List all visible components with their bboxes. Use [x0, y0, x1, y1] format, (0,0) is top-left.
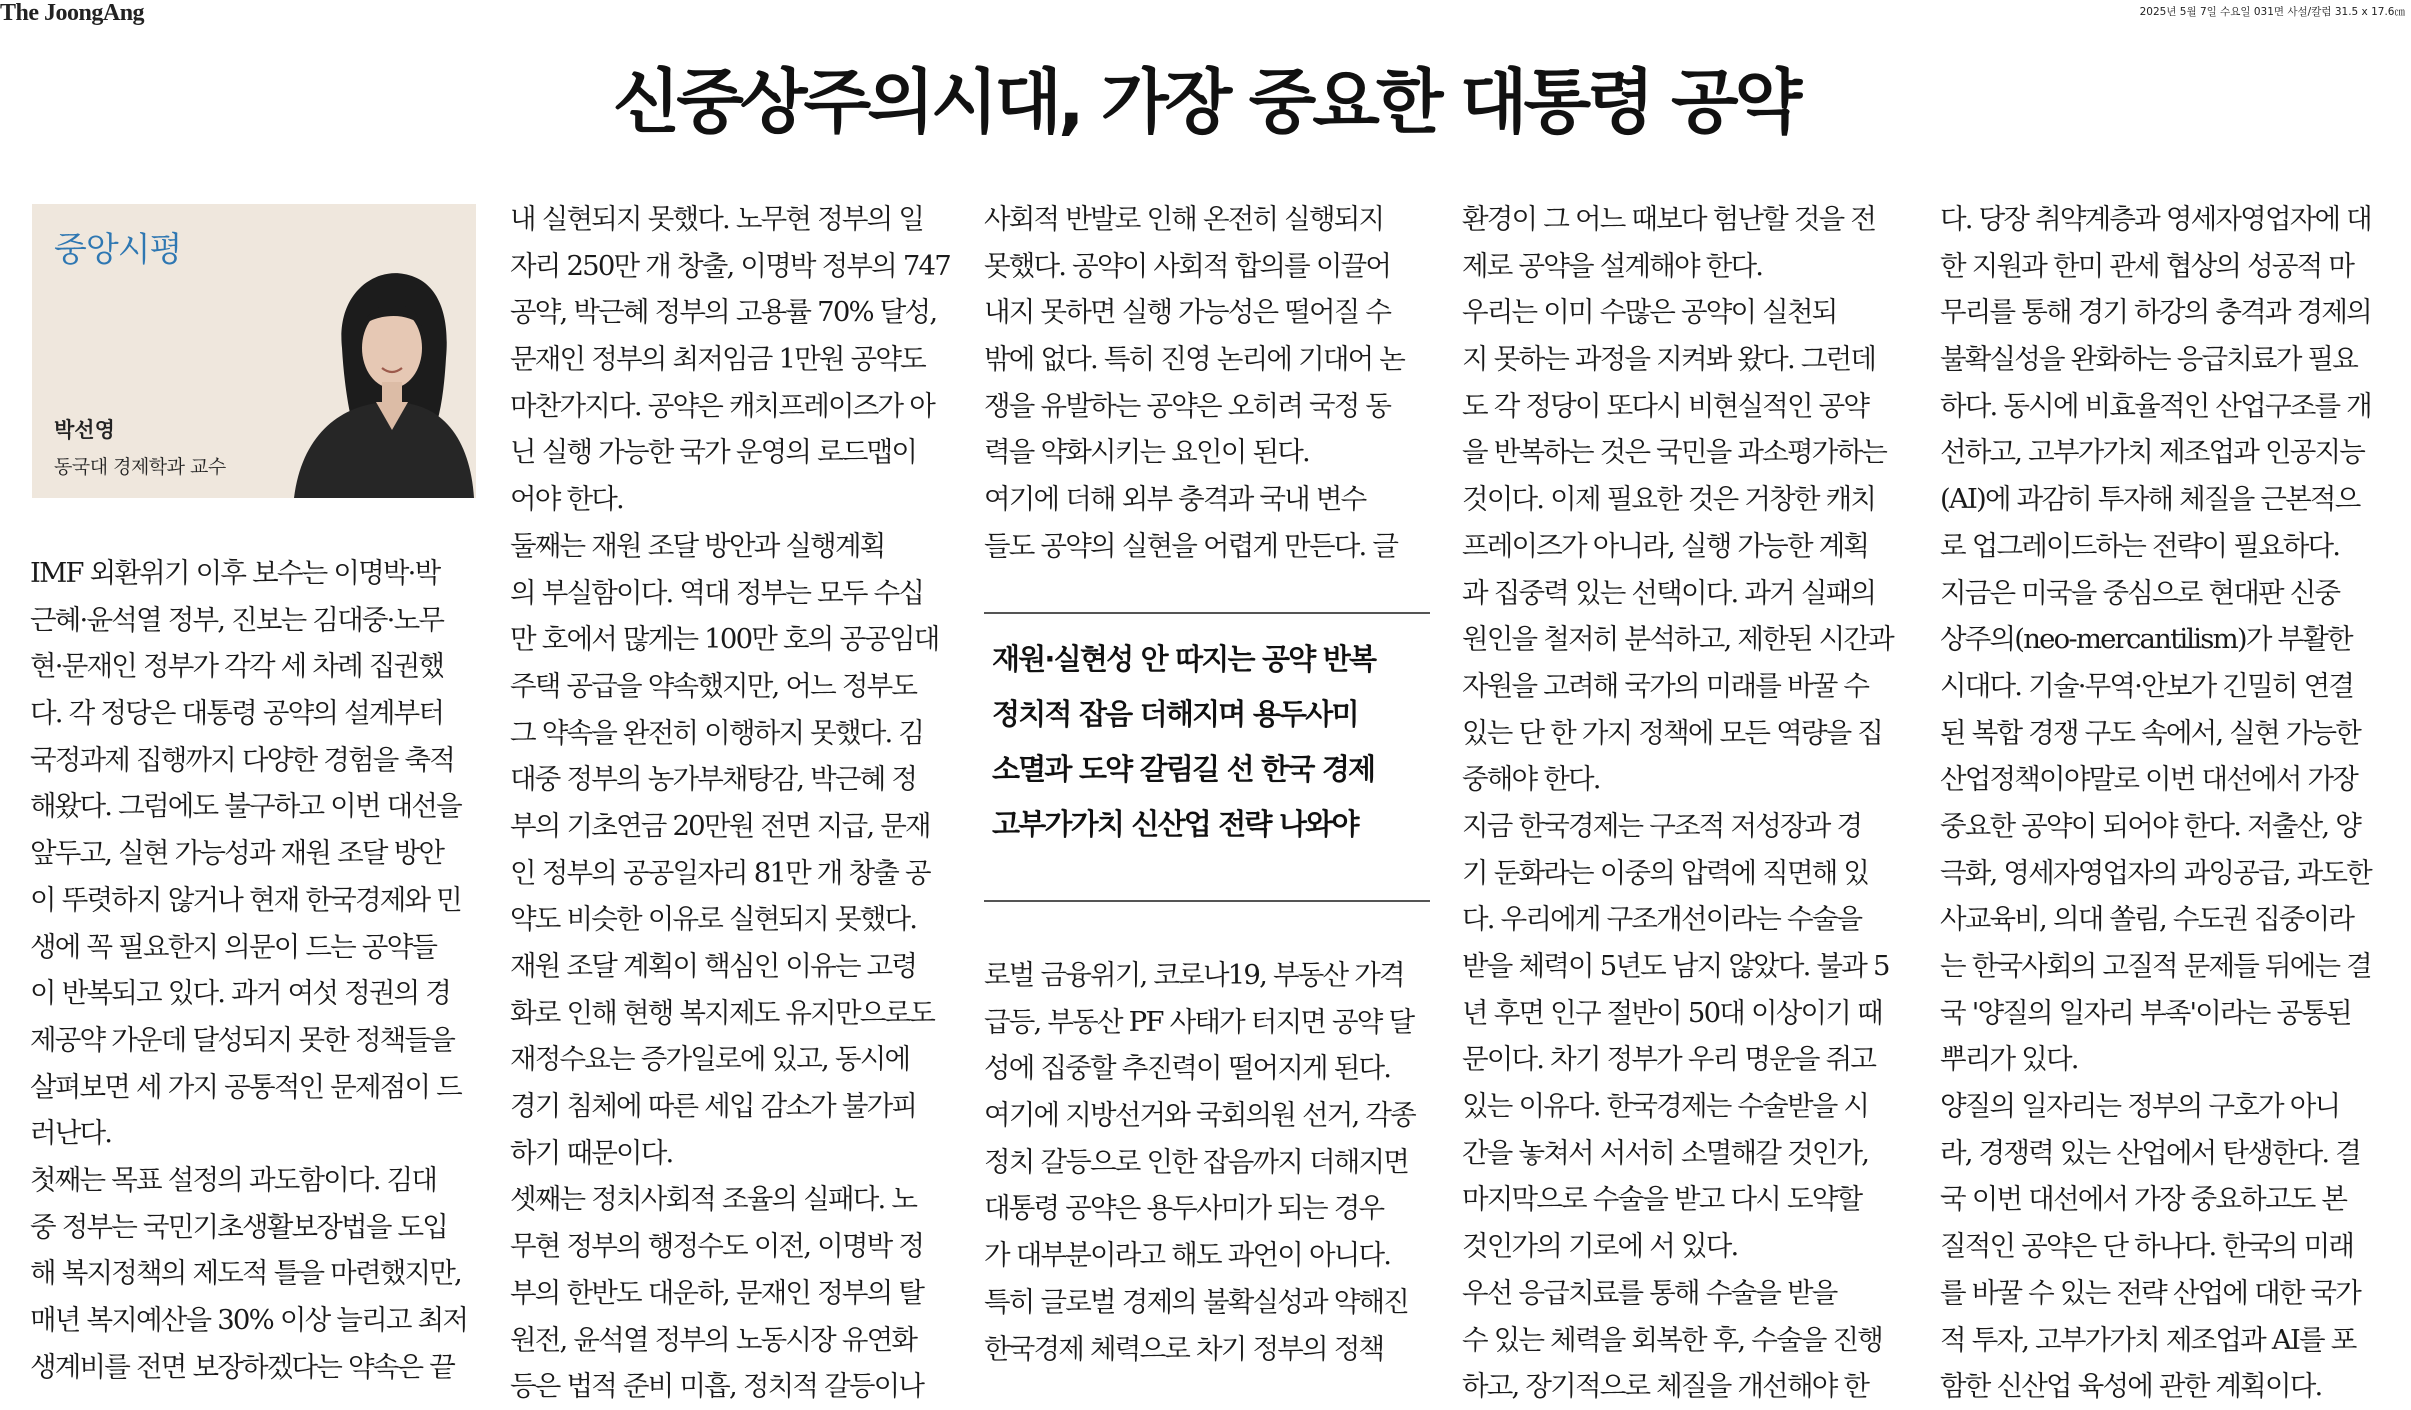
text-line: 로벌 금융위기, 코로나19, 부동산 가격 — [984, 959, 1404, 991]
column-header-box — [32, 204, 476, 498]
text-line: 이 뚜렷하지 않거나 현재 한국경제와 민 — [30, 883, 461, 916]
text-line: 적 투자, 고부가가치 제조업과 AI를 포 — [1940, 1323, 2356, 1356]
text-line: 이 반복되고 있다. 과거 여섯 정권의 경 — [30, 977, 451, 1010]
text-line: 어야 한다. — [510, 483, 623, 516]
text-line: 다. 당장 취약계층과 영세자영업자에 대 — [1940, 203, 2371, 235]
text-line: 간을 놓쳐서 서서히 소멸해갈 것인가, — [1462, 1136, 1869, 1169]
text-line: 제공약 가운데 달성되지 못한 정책들을 — [30, 1023, 455, 1056]
text-line: 기 둔화라는 이중의 압력에 직면해 있 — [1462, 856, 1869, 889]
text-line: 불확실성을 완화하는 응급치료가 필요 — [1940, 343, 2358, 376]
text-line: 을 반복하는 것은 국민을 과소평가하는 — [1462, 436, 1887, 469]
text-line: 부의 한반도 대운하, 문재인 정부의 탈 — [510, 1276, 924, 1309]
pull-quote-top-rule — [984, 612, 1430, 614]
text-line: 소멸과 도약 갈림길 선 한국 경제 — [992, 752, 1375, 786]
text-line: 라, 경쟁력 있는 산업에서 탄생한다. 결 — [1940, 1136, 2361, 1169]
author-name: 박선영 — [54, 418, 115, 442]
text-line: 국 '양질의 일자리 부족'이라는 공통된 — [1940, 996, 2351, 1029]
text-line: 정치적 잡음 더해지며 용두사미 — [992, 697, 1358, 731]
text-line: 생계비를 전면 보장하겠다는 약속은 끝 — [30, 1350, 455, 1383]
text-line: 는 한국사회의 고질적 문제들 뒤에는 결 — [1940, 950, 2371, 982]
masthead-logo: The JoongAng — [0, 0, 145, 26]
text-line: 하고, 장기적으로 체질을 개선해야 한 — [1462, 1370, 1869, 1403]
text-line: 된 복합 경쟁 구도 속에서, 실현 가능한 — [1940, 716, 2361, 749]
text-line: 수 있는 체력을 회복한 후, 수술을 진행 — [1462, 1323, 1883, 1356]
text-line: 약도 비슷한 이유로 실현되지 못했다. — [510, 903, 917, 936]
text-line: 닌 실행 가능한 국가 운영의 로드맵이 — [510, 436, 917, 469]
text-line: 매년 복지예산을 30% 이상 늘리고 최저 — [30, 1304, 468, 1336]
text-line: 지금 한국경제는 구조적 저성장과 경 — [1462, 809, 1862, 842]
text-line: 프레이즈가 아니라, 실행 가능한 계획 — [1462, 529, 1869, 562]
text-line: 인 정부의 공공일자리 81만 개 창출 공 — [510, 856, 930, 889]
text-line: 사회적 반발로 인해 온전히 실행되지 — [984, 203, 1384, 235]
text-line: 대중 정부의 농가부채탕감, 박근혜 정 — [510, 763, 917, 796]
text-line: 의 부실함이다. 역대 정부는 모두 수십 — [510, 576, 924, 609]
text-line: 대통령 공약은 용두사미가 되는 경우 — [984, 1192, 1384, 1225]
text-line: 중 정부는 국민기초생활보장법을 도입 — [30, 1210, 448, 1243]
text-line: 해 복지정책의 제도적 틀을 마련했지만, — [30, 1257, 461, 1290]
text-line: 마지막으로 수술을 받고 다시 도약할 — [1462, 1183, 1862, 1216]
text-line: 쟁을 유발하는 공약은 오히려 국정 동 — [984, 389, 1391, 422]
text-line: IMF 외환위기 이후 보수는 이명박·박 — [30, 557, 440, 589]
text-line: 공약, 박근혜 정부의 고용률 70% 달성, — [510, 296, 937, 329]
text-line: 생에 꼭 필요한지 의문이 드는 공약들 — [30, 930, 437, 963]
text-line: 고부가가치 신산업 전략 나와야 — [992, 807, 1358, 841]
text-line: 내지 못하면 실행 가능성은 떨어질 수 — [984, 296, 1391, 329]
text-line: 것인가의 기로에 서 있다. — [1462, 1230, 1738, 1263]
text-line: 환경이 그 어느 때보다 험난할 것을 전 — [1462, 203, 1876, 235]
text-line: 다. 각 정당은 대통령 공약의 설계부터 — [30, 697, 444, 730]
text-line: 등은 법적 준비 미흡, 정치적 갈등이나 — [510, 1370, 924, 1403]
text-line: 국정과제 집행까지 다양한 경험을 축적 — [30, 743, 455, 776]
text-line: 현·문재인 정부가 각각 세 차례 집권했 — [30, 650, 444, 683]
text-line: 문이다. 차기 정부가 우리 명운을 쥐고 — [1462, 1043, 1876, 1076]
text-line: 우리는 이미 수많은 공약이 실천되 — [1462, 296, 1837, 329]
page-title: 신중상주의시대, 가장 중요한 대통령 공약 — [612, 61, 1799, 143]
text-line: 시대다. 기술·무역·안보가 긴밀히 연결 — [1940, 669, 2354, 702]
text-line: 함한 신산업 육성에 관한 계획이다. — [1940, 1370, 2322, 1403]
text-line: 년 후면 인구 절반이 50대 이상이기 때 — [1462, 996, 1882, 1029]
text-line: 과 집중력 있는 선택이다. 과거 실패의 — [1462, 576, 1876, 609]
text-line: 국 이번 대선에서 가장 중요하고도 본 — [1940, 1183, 2347, 1216]
text-line: 여기에 더해 외부 충격과 국내 변수 — [984, 483, 1366, 516]
text-line: 밖에 없다. 특히 진영 논리에 기대어 논 — [984, 343, 1405, 376]
text-line: 해왔다. 그럼에도 불구하고 이번 대선을 — [30, 790, 461, 823]
text-line: 원전, 윤석열 정부의 노동시장 유연화 — [510, 1323, 917, 1356]
text-line: 사교육비, 의대 쏠림, 수도권 집중이라 — [1940, 903, 2354, 936]
text-line: 화로 인해 현행 복지제도 유지만으로도 — [510, 996, 935, 1029]
text-line: 못했다. 공약이 사회적 합의를 이끌어 — [984, 249, 1391, 282]
article-column-5 — [1940, 196, 2392, 1410]
text-line: 지 못하는 과정을 지켜봐 왔다. 그런데 — [1462, 343, 1876, 376]
text-line: 재정수요는 증가일로에 있고, 동시에 — [510, 1043, 910, 1076]
text-line: 성에 집중할 추진력이 떨어지게 된다. — [984, 1052, 1391, 1085]
text-line: 극화, 영세자영업자의 과잉공급, 과도한 — [1940, 856, 2371, 889]
text-line: 내 실현되지 못했다. 노무현 정부의 일 — [510, 203, 924, 235]
text-line: 특히 글로벌 경제의 불확실성과 약해진 — [984, 1285, 1409, 1318]
text-line: 중요한 공약이 되어야 한다. 저출산, 양 — [1940, 809, 2361, 842]
text-line: 있는 이유다. 한국경제는 수술받을 시 — [1462, 1090, 1869, 1123]
article-column-4 — [1462, 196, 1918, 1410]
text-line: 급등, 부동산 PF 사태가 터지면 공약 달 — [984, 1005, 1414, 1038]
text-line: 원인을 철저히 분석하고, 제한된 시간과 — [1462, 623, 1893, 656]
text-line: 한 지원과 한미 관세 협상의 성공적 마 — [1940, 249, 2354, 282]
text-line: 문재인 정부의 최저임금 1만원 공약도 — [510, 343, 925, 376]
author-portrait — [280, 262, 476, 498]
article-column-3 — [984, 196, 1430, 570]
text-line: 중해야 한다. — [1462, 763, 1600, 796]
text-line: 를 바꿀 수 있는 전략 산업에 대한 국가 — [1940, 1276, 2361, 1309]
text-line: 여기에 지방선거와 국회의원 선거, 각종 — [984, 1099, 1415, 1132]
text-line: 받을 체력이 5년도 남지 않았다. 불과 5 — [1462, 950, 1889, 982]
text-line: 부의 기초연금 20만원 전면 지급, 문재 — [510, 809, 930, 842]
text-line: 선하고, 고부가가치 제조업과 인공지능 — [1940, 436, 2365, 469]
text-line: 하다. 동시에 비효율적인 산업구조를 개 — [1940, 389, 2371, 422]
text-line: 한국경제 체력으로 차기 정부의 정책 — [984, 1332, 1384, 1365]
text-line: 러난다. — [30, 1117, 112, 1150]
text-line: 지금은 미국을 중심으로 현대판 신중 — [1940, 576, 2340, 609]
text-line: 양질의 일자리는 정부의 구호가 아니 — [1940, 1090, 2340, 1123]
text-line: 재원 조달 계획이 핵심인 이유는 고령 — [510, 950, 917, 982]
text-line: 자원을 고려해 국가의 미래를 바꿀 수 — [1462, 669, 1869, 702]
text-line: 무현 정부의 행정수도 이전, 이명박 정 — [510, 1230, 924, 1263]
author-title: 동국대 경제학과 교수 — [54, 456, 226, 478]
text-line: 정치 갈등으로 인한 잡음까지 더해지면 — [984, 1145, 1409, 1178]
text-line: 그 약속을 완전히 이행하지 못했다. 김 — [510, 716, 924, 749]
text-line: 앞두고, 실현 가능성과 재원 조달 방안 — [30, 837, 444, 870]
text-line: 력을 약화시키는 요인이 된다. — [984, 436, 1309, 469]
text-line: 만 호에서 많게는 100만 호의 공공임대 — [510, 623, 939, 656]
text-line: 살펴보면 세 가지 공통적인 문제점이 드 — [30, 1070, 461, 1103]
print-meta-line: 2025년 5월 7일 수요일 031면 사설/칼럼 31.5 x 17.6㎝ — [2139, 6, 2405, 18]
text-line: 제로 공약을 설계해야 한다. — [1462, 249, 1763, 282]
text-line: 마찬가지다. 공약은 캐치프레이즈가 아 — [510, 389, 935, 422]
text-line: 첫째는 목표 설정의 과도함이다. 김대 — [30, 1163, 437, 1196]
text-line: 것이다. 이제 필요한 것은 거창한 캐치 — [1462, 483, 1876, 516]
article-column-3-continued — [984, 952, 1430, 1372]
text-line: 주택 공급을 약속했지만, 어느 정부도 — [510, 669, 917, 702]
text-line: 상주의(neo-mercantilism)가 부활한 — [1940, 623, 2352, 656]
text-line: (AI)에 과감히 투자해 체질을 근본적으 — [1940, 483, 2360, 516]
text-line: 질적인 공약은 단 하나다. 한국의 미래 — [1940, 1230, 2354, 1263]
article-column-2 — [510, 196, 970, 1410]
pull-quote-bottom-rule — [984, 900, 1430, 902]
text-line: 하기 때문이다. — [510, 1136, 673, 1169]
text-line: 근혜·윤석열 정부, 진보는 김대중·노무 — [30, 603, 444, 636]
text-line: 로 업그레이드하는 전략이 필요하다. — [1940, 529, 2340, 562]
text-line: 자리 250만 개 창출, 이명박 정부의 747 — [510, 249, 950, 282]
text-line: 가 대부분이라고 해도 과언이 아니다. — [984, 1239, 1391, 1272]
text-line: 도 각 정당이 또다시 비현실적인 공약 — [1462, 389, 1869, 422]
text-line: 산업정책이야말로 이번 대선에서 가장 — [1940, 763, 2358, 796]
pull-quote — [992, 632, 1432, 852]
text-line: 우선 응급치료를 통해 수술을 받을 — [1462, 1276, 1837, 1309]
text-line: 무리를 통해 경기 하강의 충격과 경제의 — [1940, 296, 2371, 329]
text-line: 셋째는 정치사회적 조율의 실패다. 노 — [510, 1183, 917, 1216]
text-line: 경기 침체에 따른 세입 감소가 불가피 — [510, 1090, 917, 1123]
text-line: 있는 단 한 가지 정책에 모든 역량을 집 — [1462, 716, 1883, 749]
text-line: 들도 공약의 실현을 어렵게 만든다. 글 — [984, 529, 1398, 562]
column-series-tag: 중앙시평 — [54, 230, 182, 270]
text-line: 다. 우리에게 구조개선이라는 수술을 — [1462, 903, 1862, 936]
text-line: 재원·실현성 안 따지는 공약 반복 — [992, 642, 1376, 676]
article-column-1 — [30, 550, 490, 1390]
text-line: 둘째는 재원 조달 방안과 실행계획 — [510, 529, 885, 562]
text-line: 뿌리가 있다. — [1940, 1043, 2078, 1076]
